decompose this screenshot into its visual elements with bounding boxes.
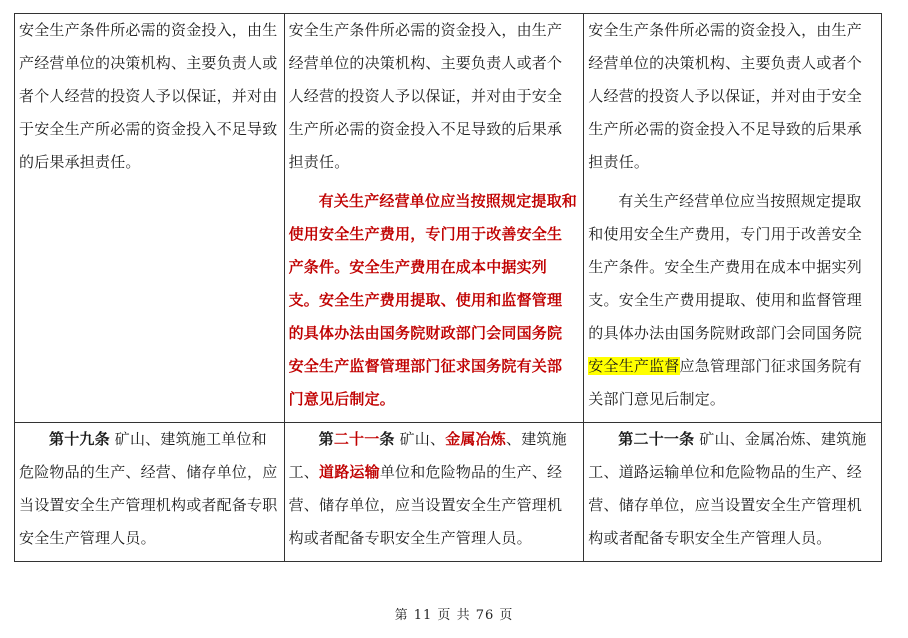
text-segment: 单位和危险物品的生产、经营、储存单位，应当设置安全生产管理机构或者配备专职安全生产管理人员。	[288, 463, 563, 547]
text-segment: 应急	[679, 357, 710, 375]
added-text: 道路运输	[319, 463, 380, 481]
text-segment: 管理部门征求国务院有关部门意见后制定。	[588, 357, 862, 408]
paragraph: 安全生产条件所必需的资金投入，由生产经营单位的决策机构、主要负责人或者个人经营的投资人予以保证，并对由于安全生产所必需的资金投入不足导致的后果承担责任。	[288, 21, 563, 171]
paragraph	[289, 423, 578, 555]
added-paragraph: 有关生产经营单位应当按照规定提取和使用安全生产费用，专门用于改善安全生产条件。安全生产费用在成本中据实列支。安全生产费用提取、使用和监督管理的具体办法由国务院财政部门会同国务院安全生产监督管理部门征求国务院有关部门意见后制定。	[288, 192, 578, 408]
cell-draft	[284, 423, 584, 562]
article-number-prefix: 第	[318, 430, 334, 448]
table-row	[15, 423, 882, 562]
highlighted-text: 安全生产监督	[588, 357, 680, 375]
text-segment: 矿山、	[399, 430, 446, 448]
cell-old-law	[15, 14, 285, 423]
cell-new-law	[584, 14, 882, 423]
cell-new-law	[584, 423, 882, 562]
page-footer: 第 11 页 共 76 页	[394, 608, 514, 623]
text-segment: 有关生产经营单位应当按照规定提取和使用安全生产费用，专门用于改善安全生产条件。安全生产费用在成本中据实列支。安全生产费用提取、使用和监督管理的具体办法由国务院财政部门会同国务院	[588, 192, 862, 342]
text-segment: 矿山、建筑施工单位和危险物品的生产、经营、储存单位，应当设置安全生产管理机构或者配备专职安全生产管理人员。	[19, 430, 278, 547]
paragraph	[588, 423, 875, 555]
paragraph: 安全生产条件所必需的资金投入，由生产经营单位的决策机构、主要负责人或者个人经营的投资人予以保证，并对由于安全生产所必需的资金投入不足导致的后果承担责任。	[588, 21, 862, 171]
text-segment: 、建筑施工、	[288, 430, 567, 481]
cell-draft	[284, 14, 584, 423]
paragraph	[588, 185, 875, 416]
paragraph: 安全生产条件所必需的资金投入，由生产经营单位的决策机构、主要负责人或者个人经营的投资人予以保证，并对由于安全生产所必需的资金投入不足导致的后果承担责任。	[19, 21, 278, 171]
added-text: 金属冶炼	[445, 430, 507, 448]
cell-old-law	[15, 423, 285, 562]
comparison-table	[14, 13, 882, 562]
text-segment: 矿山、金属冶炼、建筑施工、道路运输单位和危险物品的生产、经营、储存单位，应当设置安全生产管理机构或者配备专职安全生产管理人员。	[588, 430, 867, 547]
article-number-suffix: 条	[379, 430, 395, 448]
table-row	[15, 14, 882, 423]
article-number: 第二十一条	[618, 430, 695, 448]
article-number: 第十九条	[49, 430, 110, 448]
article-number-changed: 二十一	[333, 430, 380, 448]
paragraph	[19, 423, 278, 555]
